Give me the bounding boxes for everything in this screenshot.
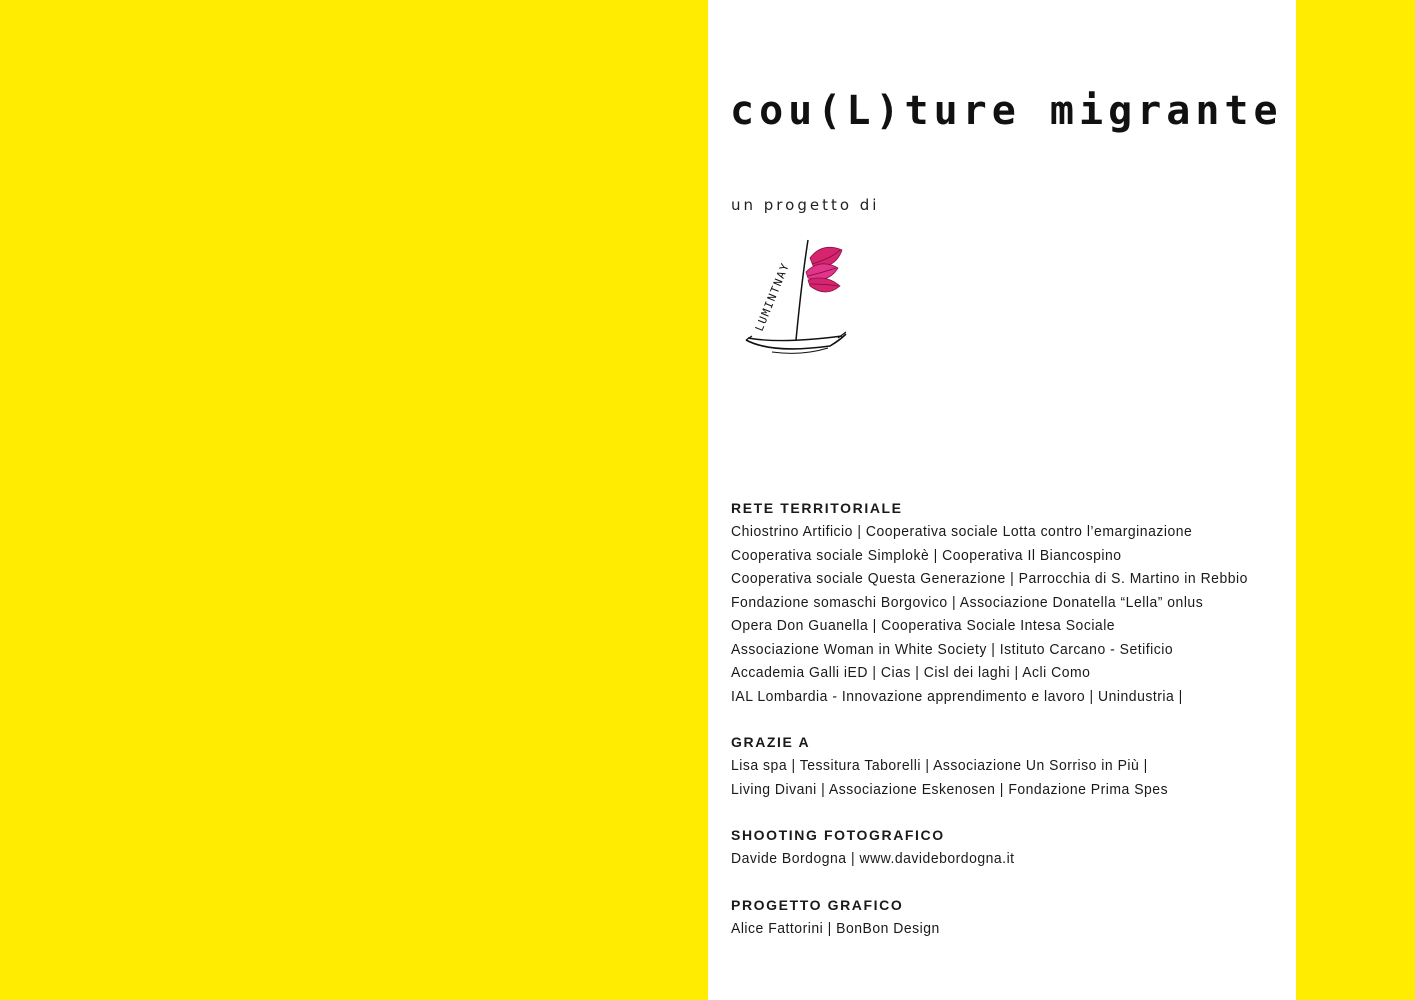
lumintnay-logo — [742, 228, 852, 362]
section-heading: PROGETTO GRAFICO — [731, 896, 904, 913]
section-heading: GRAZIE A — [731, 734, 811, 750]
section-line: Opera Don Guanella | Cooperativa Sociale Intesa Sociale — [731, 617, 1116, 634]
section-line: Living Divani | Associazione Eskenosen | Fondazione Prima Spes — [731, 780, 1169, 798]
section-heading: RETE TERRITORIALE — [731, 500, 903, 516]
page-title: cou(L)ture migrante — [730, 88, 1283, 134]
section-line: Davide Bordogna | www.davidebordogna.it — [731, 850, 1015, 867]
section-shooting-fotografico — [731, 824, 1291, 871]
credits-page — [708, 0, 1296, 1000]
section-line: Cooperativa sociale Questa Generazione | Parrocchia di S. Martino in Rebbio — [731, 570, 1248, 587]
section-grazie-a — [731, 731, 1291, 801]
page-subtitle: un progetto di — [731, 196, 880, 214]
section-progetto-grafico — [731, 894, 1291, 941]
logo-text: LUMINTNAY — [752, 260, 793, 334]
section-line: Alice Fattorini | BonBon Design — [731, 919, 940, 937]
boat-leaf-logo-icon — [742, 228, 852, 362]
section-line: Accademia Galli iED | Cias | Cisl dei laghi | Acli Como — [731, 664, 1091, 681]
section-line: Associazione Woman in White Society | Istituto Carcano - Setificio — [731, 640, 1174, 658]
section-line: Chiostrino Artificio | Cooperativa sociale Lotta contro l’emarginazione — [731, 523, 1193, 540]
section-heading: SHOOTING FOTOGRAFICO — [731, 827, 945, 843]
section-line: Lisa spa | Tessitura Taborelli | Associazione Un Sorriso in Più | — [731, 757, 1148, 774]
section-line: Cooperativa sociale Simplokè | Cooperativa Il Biancospino — [731, 546, 1122, 564]
section-rete-territoriale — [731, 497, 1291, 708]
credits-list — [731, 497, 1291, 963]
right-yellow-strip — [1296, 0, 1415, 1000]
section-line: IAL Lombardia - Innovazione apprendimento e lavoro | Unindustria | — [731, 687, 1183, 705]
section-line: Fondazione somaschi Borgovico | Associazione Donatella “Lella” onlus — [731, 593, 1204, 611]
